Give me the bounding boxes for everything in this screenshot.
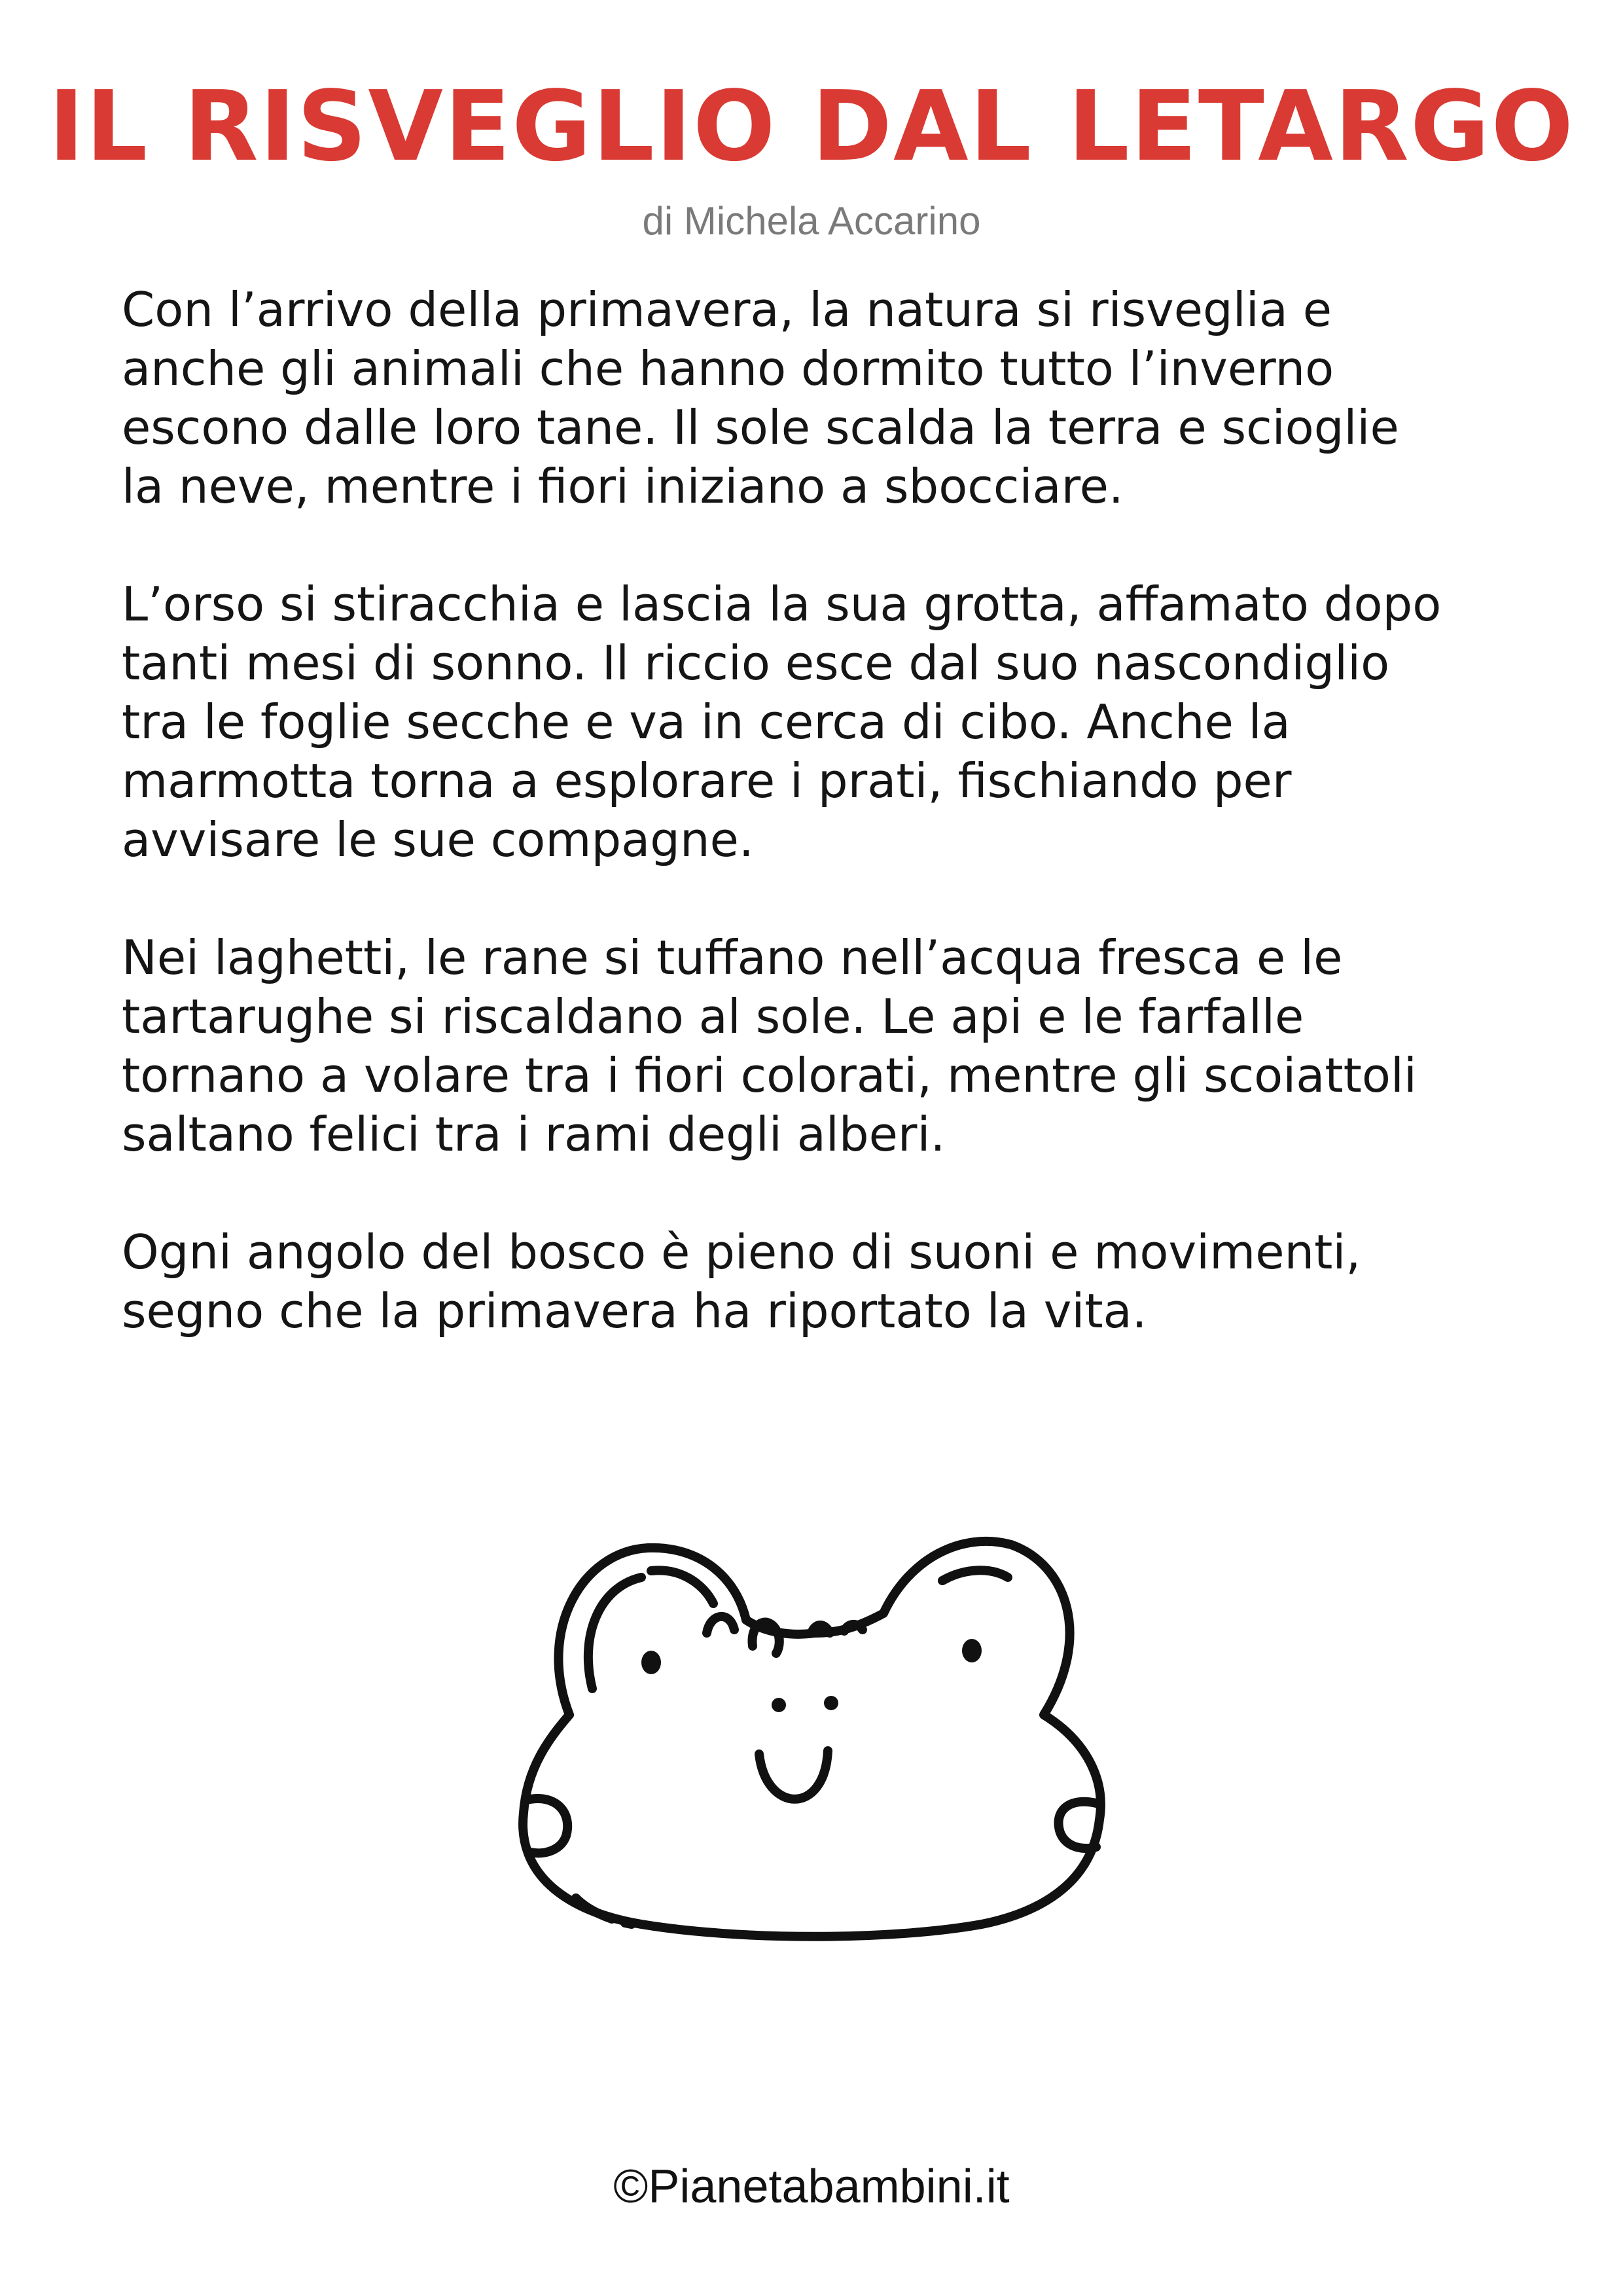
author-byline: di Michela Accarino [642,199,981,243]
page-title: IL RISVEGLIO DAL LETARGO [48,70,1575,183]
story-text [122,280,1529,1399]
paragraph-4: Ogni angolo del bosco è pieno di suoni e movimenti, segno che la primavera ha riportato la vita. [122,1225,1361,1338]
copyright-footer: ©Pianetabambini.it [613,2161,1010,2213]
paragraph-3: Nei laghetti, le rane si tuffano nell’acqua fresca e le tartarughe si riscaldano al sole. Le api e le farfalle tornano a volare tra i fiori colorati, mentre gli scoiattoli saltano felici tra i rami degli alberi. [122,930,1417,1162]
paragraph-2: L’orso si stiracchia e lascia la sua grotta, affamato dopo tanti mesi di sonno. Il riccio esce dal suo nascondiglio tra le foglie secche e va in cerca di cibo. Anche la marmotta torna a esplorare i prati, fischiando per avvisare le sue compagne. [122,577,1442,867]
frog-face-icon [484,1505,1139,1964]
paragraph-1: Con l’arrivo della primavera, la natura si risveglia e anche gli animali che hanno dormito tutto l’inverno escono dalle loro tane. Il sole scalda la terra e scioglie la neve, mentre i fiori iniziano a sbocciare. [122,282,1399,514]
